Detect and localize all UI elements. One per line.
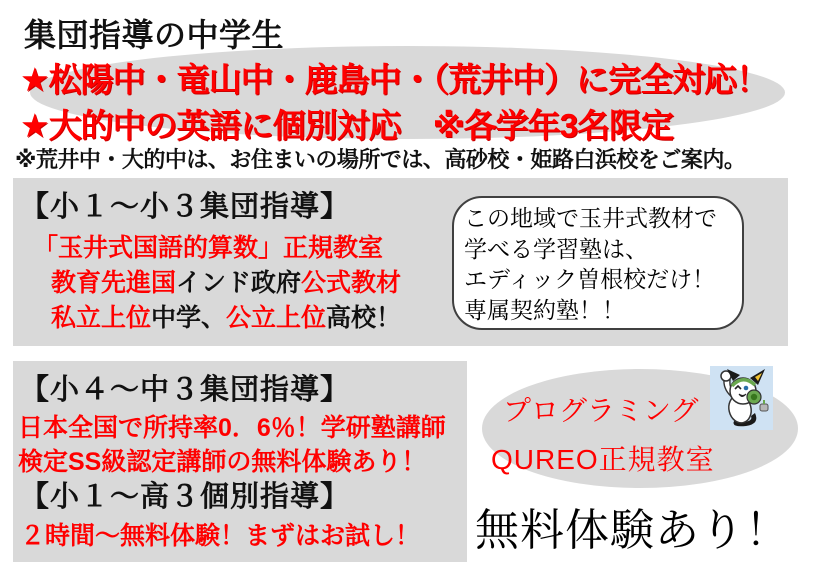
header-note: ※荒井中・大的中は、お住まいの場所では、高砂校・姫路白浜校をご案内。 <box>15 147 746 172</box>
elementary-line-tamai: 「玉井式国語的算数」正規教室 <box>33 234 384 262</box>
qureo-mascot-icon <box>710 366 773 430</box>
group-section-heading: 【小４～中３集団指導】 <box>20 374 351 406</box>
group-line-ss: 検定SS級認定講師の無料体験あり！ <box>18 448 427 476</box>
elementary-section-heading: 【小１～小３集団指導】 <box>20 191 351 223</box>
individual-section-heading: 【小１～高３個別指導】 <box>20 481 351 513</box>
text-segment: 公式教材 <box>301 269 402 297</box>
free-trial-label: 無料体験あり！ <box>475 506 790 555</box>
text-segment: 中学、 <box>151 304 227 332</box>
bubble-line: 専属契約塾！！ <box>464 296 625 323</box>
qureo-label: QUREO正規教室 <box>491 444 715 475</box>
elementary-line-india <box>51 263 401 299</box>
text-segment: 高校！ <box>326 304 402 332</box>
programming-label: プログラミング <box>503 395 699 426</box>
elementary-line-schools <box>51 298 401 334</box>
text-segment: 教育先進国 <box>51 269 177 297</box>
bubble-line: エディック曽根校だけ！ <box>464 266 716 292</box>
bubble-line: この地域で玉井式教材で <box>464 205 717 231</box>
text-segment: 私立上位 <box>51 304 152 332</box>
individual-line-trial: ２時間～無料体験！まずはお試し！ <box>20 522 421 550</box>
headline-schools: ★松陽中・竜山中・鹿島中・（荒井中）に完全対応！ <box>20 61 769 98</box>
text-segment: インド政府 <box>176 269 302 297</box>
text-segment: 公立上位 <box>226 304 327 332</box>
speech-bubble <box>452 196 744 330</box>
page-title: 集団指導の中学生 <box>24 17 285 53</box>
group-line-gakken: 日本全国で所持率0．6％！学研塾講師 <box>18 414 446 442</box>
bubble-line: 学べる学習塾は、 <box>464 235 648 262</box>
headline-english: ★大的中の英語に個別対応 ※各学年3名限定 <box>20 107 674 144</box>
